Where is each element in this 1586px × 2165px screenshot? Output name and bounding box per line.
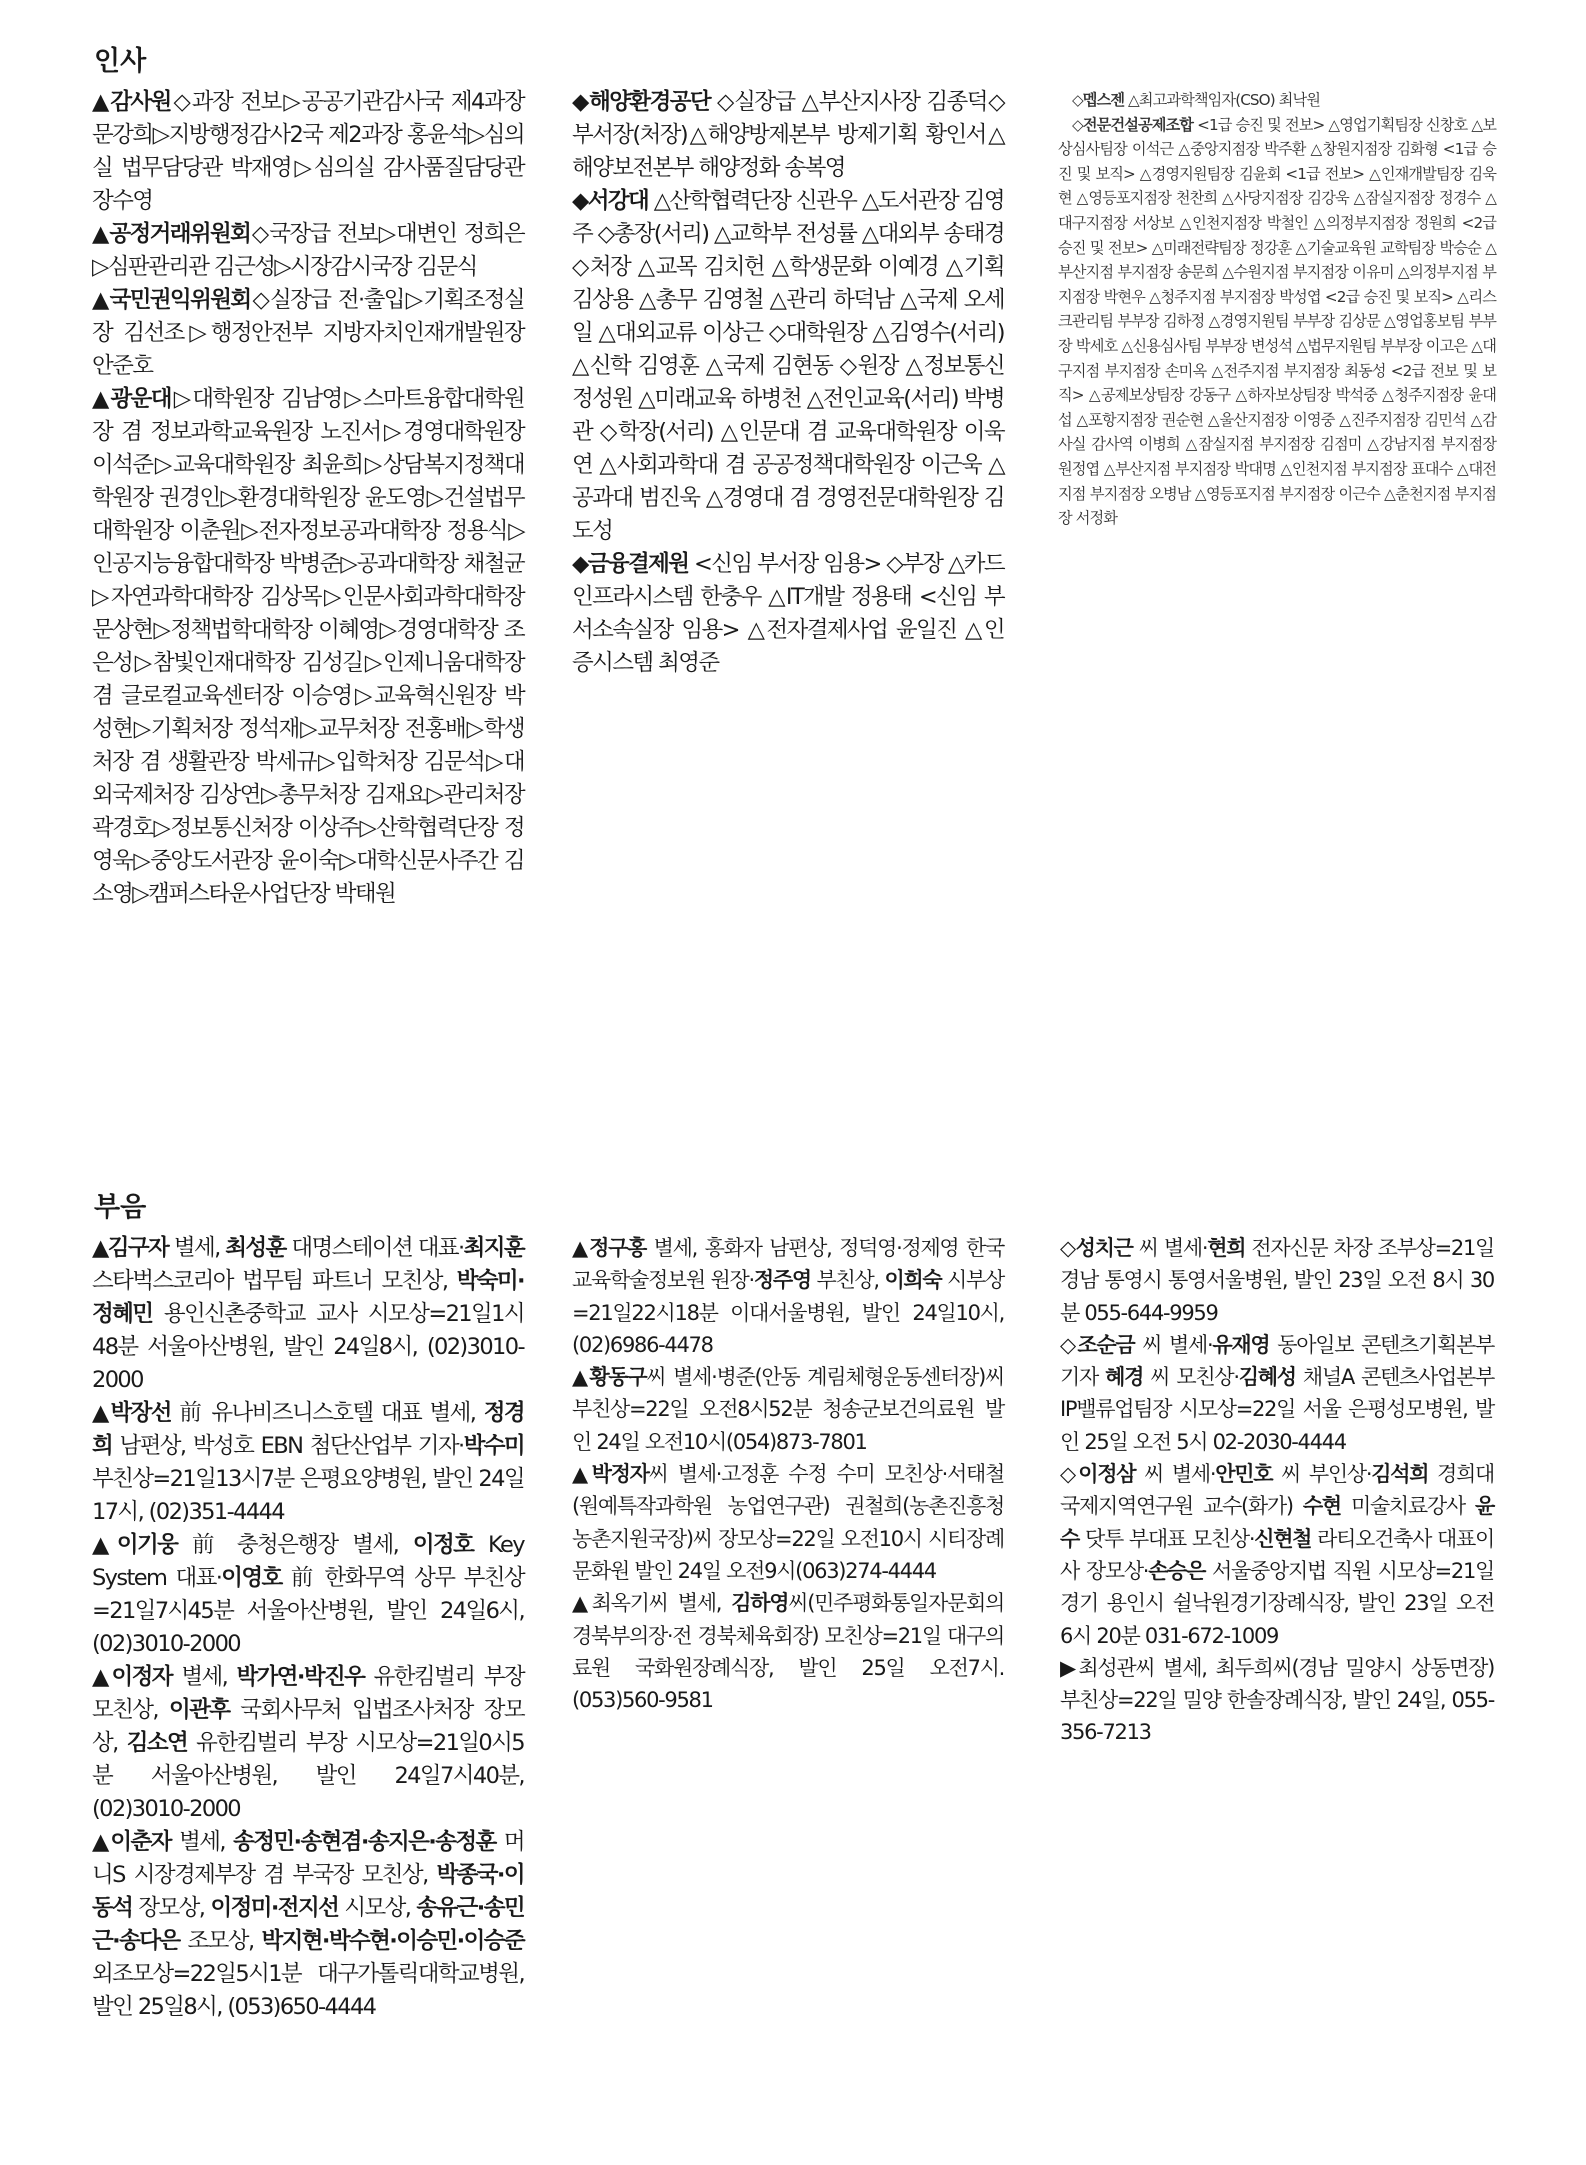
entry-text: 씨 별세· bbox=[1132, 1236, 1208, 1260]
entry-text: ◇실장급 전·출입▷기획조정실장 김선조▷행정안전부 지방자치인재개발원장 안준호 bbox=[92, 287, 524, 379]
person-name: 박가연·박진우 bbox=[236, 1664, 365, 1690]
person-name: 이영호 bbox=[221, 1565, 282, 1591]
entry-paragraph bbox=[1058, 113, 1496, 531]
entry-paragraph bbox=[1060, 1458, 1494, 1652]
entry-heading: ▲황동구 bbox=[572, 1365, 647, 1390]
entry-heading: ▲김구자 bbox=[92, 1235, 169, 1261]
entry-heading: ◇조순금 bbox=[1060, 1332, 1135, 1357]
entry-paragraph bbox=[92, 1397, 524, 1529]
entry-paragraph bbox=[1060, 1329, 1494, 1458]
entry-text: 동아일보 콘텐츠기획본부 기자 bbox=[1060, 1332, 1494, 1390]
person-name: 김혜성 bbox=[1238, 1365, 1296, 1390]
entry-text: 前 충청은행장 별세, bbox=[177, 1532, 413, 1558]
person-name: 현희 bbox=[1207, 1236, 1246, 1260]
person-name: 정주영 bbox=[753, 1268, 811, 1293]
entry-text: 시모상, bbox=[338, 1895, 417, 1921]
entry-heading: ◇전문건설공제조합 bbox=[1072, 115, 1194, 134]
entry-text: 부친상, bbox=[810, 1268, 885, 1293]
entry-text: 라티오건축사 대표이사 장모상· bbox=[1060, 1526, 1495, 1583]
entry-text: 씨 모친상· bbox=[1143, 1365, 1239, 1390]
person-name: 안민호 bbox=[1215, 1462, 1273, 1487]
person-name: 이정미·전지선 bbox=[210, 1895, 339, 1921]
person-name: 박숙미·정혜민 bbox=[92, 1268, 524, 1327]
entry-text: 씨 부인상· bbox=[1272, 1462, 1372, 1487]
person-name: 박수미 bbox=[463, 1433, 524, 1459]
bueum-column-2 bbox=[572, 1232, 1004, 1716]
entry-paragraph bbox=[572, 86, 1004, 185]
person-name: 김하영 bbox=[731, 1591, 789, 1616]
entry-text: 서울중앙지법 직원 시모상=21일 경기 용인시 쉴낙원경기장례식장, 발인 23일 오전 6시 20분 031-672-1009 bbox=[1060, 1558, 1494, 1648]
entry-heading: ◆해양환경공단 bbox=[572, 89, 710, 115]
entry-heading: ▲국민권익위원회 bbox=[92, 287, 251, 313]
person-name: 최지훈 bbox=[463, 1235, 524, 1261]
entry-heading: ▲이춘자 bbox=[92, 1829, 171, 1855]
entry-text: 유한킴벌리 부장 모친상, bbox=[92, 1664, 524, 1723]
entry-text: 전자신문 차장 조부상=21일 경남 통영시 통영서울병원, 발인 23일 오전 8시 30분 055-644-9959 bbox=[1060, 1236, 1494, 1325]
entry-paragraph bbox=[572, 548, 1004, 680]
entry-text: 머니S 시장경제부장 겸 부국장 모친상, bbox=[92, 1829, 524, 1888]
bueum-column-1 bbox=[92, 1232, 524, 2024]
entry-heading: ▲박정자 bbox=[572, 1462, 649, 1487]
entry-text: 경희대 국제지역연구원 교수(화가) bbox=[1060, 1462, 1494, 1519]
entry-text: 조모상, bbox=[179, 1928, 262, 1954]
insa-column-1 bbox=[92, 86, 524, 911]
entry-heading: ▲공정거래위원회 bbox=[92, 221, 251, 247]
entry-text: 미술치료강사 bbox=[1340, 1494, 1475, 1519]
entry-paragraph bbox=[572, 1458, 1004, 1587]
entry-text: 국회사무처 입법조사처장 장모상, bbox=[92, 1697, 524, 1756]
person-name: 박종국·이동석 bbox=[92, 1862, 524, 1921]
person-name: 손승은 bbox=[1148, 1558, 1206, 1583]
entry-heading: ▲광운대 bbox=[92, 386, 171, 412]
person-name: 이정호 bbox=[412, 1532, 474, 1558]
insa-column-2 bbox=[572, 86, 1004, 680]
entry-text: △최고과학책임자(CSO) 최낙원 bbox=[1124, 91, 1320, 109]
section-title-insa: 인사 bbox=[94, 46, 147, 77]
entry-text: 부친상=21일13시7분 은평요양병원, 발인 24일17시, (02)351-4444 bbox=[92, 1466, 524, 1525]
entry-paragraph bbox=[92, 1661, 524, 1826]
entry-heading: ▲이정자 bbox=[92, 1664, 172, 1690]
entry-text: ▲최옥기씨 별세, bbox=[572, 1591, 732, 1616]
person-name: 수현 bbox=[1302, 1494, 1341, 1519]
entry-text: ◇과장 전보▷공공기관감사국 제4과장 문강희▷지방행정감사2국 제2과장 홍윤석▷심의실 법무담당관 박재영▷심의실 감사품질담당관 장수영 bbox=[92, 89, 524, 214]
entry-text: 별세, 홍화자 남편상, 정덕영·정제영 한국교육학술정보원 원장· bbox=[572, 1236, 1004, 1293]
entry-paragraph bbox=[92, 1826, 524, 2024]
person-name: 이관후 bbox=[168, 1697, 230, 1723]
entry-paragraph bbox=[92, 1232, 524, 1397]
entry-heading: ◇성치근 bbox=[1060, 1236, 1133, 1260]
insa-column-3 bbox=[1058, 88, 1496, 531]
entry-heading: ◇멥스젠 bbox=[1072, 91, 1125, 109]
entry-heading: ▲박장선 bbox=[92, 1400, 171, 1426]
entry-text: 씨 별세· bbox=[1135, 1462, 1216, 1487]
entry-text: 외조모상=22일5시1분 대구가톨릭대학교병원, 발인 25일8시, (053)650-4444 bbox=[92, 1961, 524, 2020]
entry-heading: ◆금융결제원 bbox=[572, 551, 689, 577]
entry-text: ◇실장급 △부산지사장 김종덕◇부서장(처장)△해양방제본부 방제기획 황인서△해양보전본부 해양정화 송복영 bbox=[572, 89, 1004, 181]
entry-paragraph bbox=[572, 185, 1004, 548]
entry-paragraph bbox=[92, 383, 524, 911]
person-name: 이희숙 bbox=[884, 1268, 942, 1293]
person-name: 박지현·박수현·이승민·이승준 bbox=[261, 1928, 524, 1954]
entry-text: <신임 부서장 임용> ◇부장 △카드인프라시스템 한충우 △IT개발 정용태 <신임 부서소속실장 임용> △전자결제사업 윤일진 △인증시스템 최영준 bbox=[572, 551, 1004, 676]
entry-text: △산학협력단장 신관우 △도서관장 김영주 ◇총장(서리) △교학부 전성률 △대외부 송태경 ◇처장 △교목 김치헌 △학생문화 이예경 △기획 김상용 △총무 김영철 △관리 하덕남 △국제 오세일 △대외교류 이상근 ◇대학원장 △김영수(서리) △신학 김영훈 △국제 김현동 ◇원장 △정보통신 정성원 △미래교육 하병천 △전인교육(서리) 박병관 ◇학장(서리) △인문대 겸 교육대학원장 이욱연 △사회과학대 겸 공공정책대학원장 이근욱 △공과대 범진욱 △경영대 겸 경영전문대학원장 김도성 bbox=[572, 188, 1004, 544]
entry-text: 씨 별세· bbox=[1134, 1332, 1213, 1357]
entry-text: 별세, bbox=[168, 1235, 226, 1261]
entry-text: 장모상, bbox=[132, 1895, 211, 1921]
entry-text: 씨 별세·고정훈 수정 수미 모친상·서태철(원예특작과학원 농업연구관) 권철희(농촌진흥청 농촌지원국장)씨 장모상=22일 오전10시 시티장례문화원 발인 24일 오전9시(063)274-4444 bbox=[572, 1462, 1004, 1583]
entry-paragraph bbox=[92, 284, 524, 383]
entry-text: 채널A 콘텐츠사업본부 IP밸류업팀장 시모상=22일 서울 은평성모병원, 발인 25일 오전 5시 02-2030-4444 bbox=[1060, 1365, 1494, 1454]
entry-text: 시부상=21일22시18분 이대서울병원, 발인 24일10시, (02)6986-4478 bbox=[572, 1268, 1004, 1357]
entry-text: 씨 별세·병준(안동 계림체형운동센터장)씨 부친상=22일 오전8시52분 청송군보건의료원 발인 24일 오전10시(054)873-7801 bbox=[572, 1365, 1004, 1454]
entry-text: 스타벅스코리아 법무팀 파트너 모친상, bbox=[92, 1268, 457, 1294]
entry-paragraph bbox=[92, 86, 524, 218]
person-name: 김석희 bbox=[1371, 1462, 1429, 1487]
person-name: 김소연 bbox=[126, 1730, 188, 1756]
entry-text: <1급 승진 및 전보> △영업기획팀장 신창호 △보상심사팀장 이석근 △중앙지점장 박주환 △창원지점장 김화형 <1급 승진 및 보직> △경영지원팀장 김윤회 <1급 전보> △인재개발팀장 김욱현 △영등포지점장 천찬희 △사당지점장 김강욱 △잠실지점장 정경수 △대구지점장 서상보 △인천지점장 박철인 △의정부지점장 정원희 <2급 승진 및 전보> △미래전략팀장 정강훈 △기술교육원 교학팀장 박승순 △부산지점 부지점장 송문희 △수원지점 부지점장 이유미 △의정부지점 부지점장 박현우 △청주지점 부지점장 박성엽 <2급 승진 및 보직> △리스크관리팀 부부장 김하정 △경영지원팀 부부장 김상문 △영업홍보팀 부부장 박세호 △신용심사팀 부부장 변성석 △법무지원팀 부부장 이고은 △대구지점 부지점장 손미옥 △전주지점 부지점장 최동성 <2급 전보 및 보직> △공제보상팀장 강동구 △하자보상팀장 박석중 △청주지점장 윤대섭 △포항지점장 권순현 △울산지점장 이영중 △진주지점장 김민석 △감사실 감사역 이병희 △잠실지점 부지점장 김점미 △강남지점 부지점장 원정엽 △부산지점 부지점장 박대명 △인천지점 부지점장 표대수 △대전지점 부지점장 오병남 △영등포지점 부지점장 이근수 △춘천지점 부지점장 서정화 bbox=[1058, 115, 1496, 528]
person-name: 송유근·송민근·송다은 bbox=[92, 1895, 525, 1954]
section-title-bueum: 부음 bbox=[94, 1192, 147, 1223]
entry-text: 前 유나비즈니스호텔 대표 별세, bbox=[170, 1400, 484, 1426]
entry-text: ▶최성관씨 별세, 최두희씨(경남 밀양시 상동면장) 부친상=22일 밀양 한솔장례식장, 발인 24일, 055-356-7213 bbox=[1060, 1655, 1494, 1745]
entry-heading: ▲이기웅 bbox=[92, 1532, 178, 1558]
person-name: 송정민·송현겸·송지은·송정훈 bbox=[233, 1829, 496, 1855]
entry-text: 닷투 부대표 모친상· bbox=[1079, 1526, 1255, 1551]
entry-paragraph bbox=[92, 218, 524, 284]
entry-text: 유한킴벌리 부장 시모상=21일0시5분 서울아산병원, 발인 24일7시40분, (02)3010-2000 bbox=[92, 1730, 524, 1822]
person-name: 혜경 bbox=[1105, 1365, 1144, 1390]
entry-text: 前 한화무역 상무 부친상=21일7시45분 서울아산병원, 발인 24일6시, (02)3010-2000 bbox=[92, 1565, 524, 1657]
entry-paragraph bbox=[92, 1529, 524, 1661]
bueum-column-3 bbox=[1060, 1232, 1494, 1749]
entry-text: 별세, bbox=[170, 1829, 234, 1855]
entry-heading: ▲정구홍 bbox=[572, 1236, 647, 1260]
entry-heading: ◇이정삼 bbox=[1060, 1462, 1136, 1487]
entry-text: 남편상, 박성호 EBN 첨단산업부 기자· bbox=[112, 1433, 464, 1459]
person-name: 신현철 bbox=[1254, 1526, 1312, 1551]
person-name: 윤수 bbox=[1060, 1494, 1494, 1551]
entry-text: ▷대학원장 김남영▷스마트융합대학원장 겸 정보과학교육원장 노진서▷경영대학원장 이석준▷교육대학원장 최윤희▷상담복지정책대학원장 권경인▷환경대학원장 윤도영▷건설법무대학원장 이춘원▷전자정보공과대학장 정용식▷인공지능융합대학장 박병준▷공과대학장 채철균▷자연과학대학장 김상목▷인문사회과학대학장 문상현▷정책법학대학장 이혜영▷경영대학장 조은성▷참빛인재대학장 김성길▷인제니움대학장 겸 글로컬교육센터장 이승영▷교육혁신원장 박성현▷기획처장 정석재▷교무처장 전홍배▷학생처장 겸 생활관장 박세규▷입학처장 김문석▷대외국제처장 김상연▷총무처장 김재요▷관리처장 곽경호▷정보통신처장 이상주▷산학협력단장 정영욱▷중앙도서관장 윤이숙▷대학신문사주간 김소영▷캠퍼스타운사업단장 박태원 bbox=[92, 386, 524, 907]
person-name: 정경희 bbox=[92, 1400, 524, 1459]
entry-paragraph bbox=[1060, 1232, 1494, 1329]
entry-text: 대명스테이션 대표· bbox=[285, 1235, 464, 1261]
entry-text: 별세, bbox=[171, 1664, 237, 1690]
entry-text: ◇국장급 전보▷대변인 정희은▷심판관리관 김근성▷시장감시국장 김문식 bbox=[92, 221, 525, 280]
entry-heading: ▲감사원 bbox=[92, 89, 171, 115]
entry-text: Key System 대표· bbox=[92, 1532, 525, 1591]
entry-paragraph bbox=[572, 1361, 1004, 1458]
entry-paragraph bbox=[572, 1587, 1004, 1716]
entry-paragraph bbox=[1060, 1652, 1494, 1749]
person-name: 최성훈 bbox=[225, 1235, 286, 1261]
entry-paragraph bbox=[572, 1232, 1004, 1361]
person-name: 유재영 bbox=[1212, 1332, 1270, 1357]
entry-text: 씨(민주평화통일자문회의 경북부의장·전 경북체육회장) 모친상=21일 대구의료원 국화원장례식장, 발인 25일 오전7시. (053)560-9581 bbox=[572, 1591, 1004, 1713]
entry-text: 용인신촌중학교 교사 시모상=21일1시48분 서울아산병원, 발인 24일8시, (02)3010-2000 bbox=[92, 1301, 524, 1393]
entry-heading: ◆서강대 bbox=[572, 188, 649, 214]
entry-paragraph bbox=[1058, 88, 1496, 113]
